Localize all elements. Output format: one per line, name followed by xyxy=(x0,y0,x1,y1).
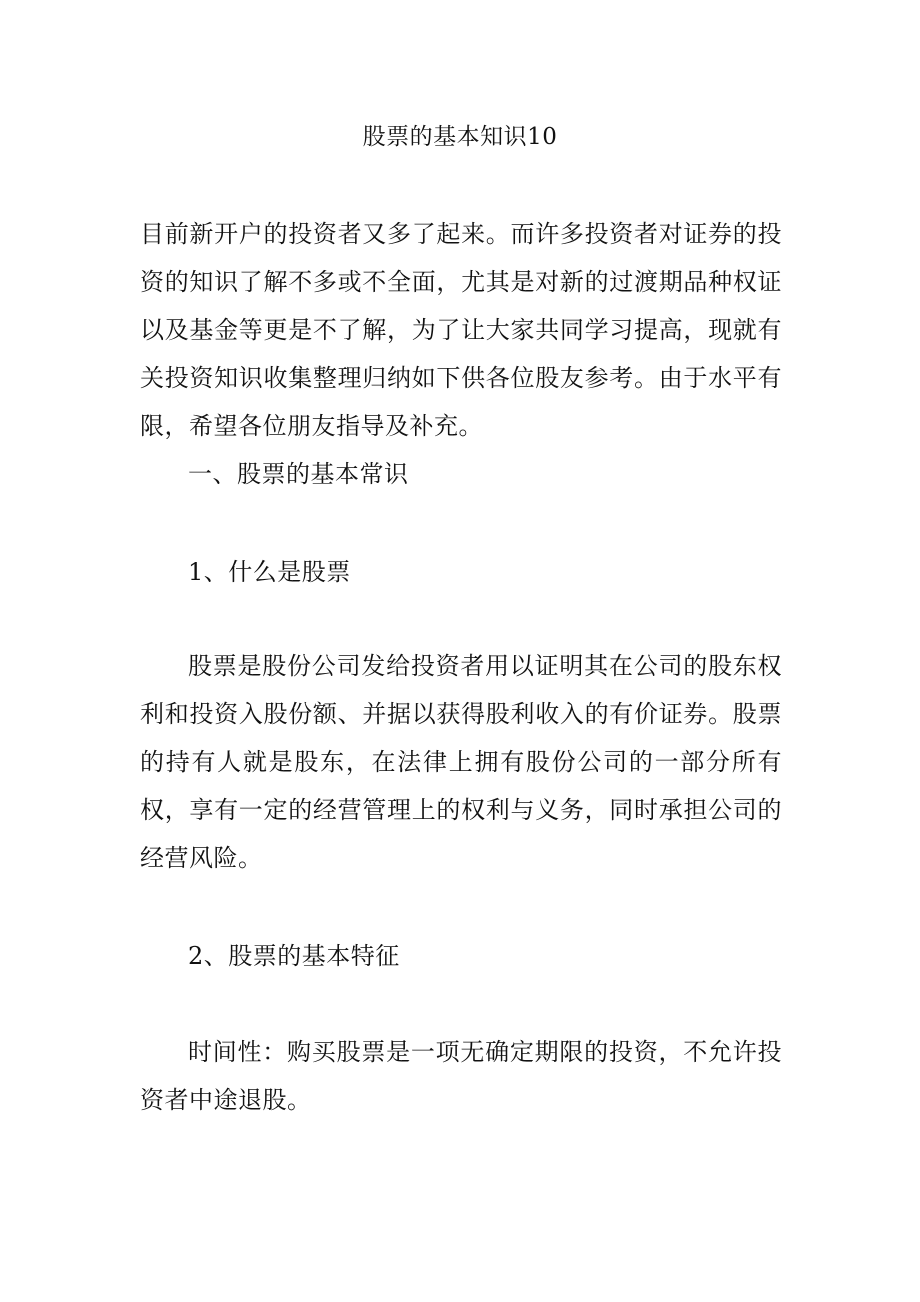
intro-paragraph: 目前新开户的投资者又多了起来。而许多投资者对证券的投资的知识了解不多或不全面，尤其是对新的过渡期品种权证以及基金等更是不了解，为了让大家共同学习提高，现就有关投资知识收集整理归纳如下供各位股友参考。由于水平有限，希望各位朋友指导及补充。 xyxy=(140,220,782,440)
timeliness-paragraph: 时间性：购买股票是一项无确定期限的投资，不允许投资者中途退股。 xyxy=(140,1038,782,1114)
subsection-heading-stock-features: 2、股票的基本特征 xyxy=(188,942,400,970)
section-heading: 一、股票的基本常识 xyxy=(188,460,409,488)
subsection-heading-what-is-stock: 1、什么是股票 xyxy=(188,558,351,586)
document-title: 股票的基本知识10 xyxy=(362,124,558,150)
stock-definition-paragraph: 股票是股份公司发给投资者用以证明其在公司的股东权利和投资入股份额、并据以获得股利收入的有价证券。股票的持有人就是股东，在法律上拥有股份公司的一部分所有权，享有一定的经营管理上的权利与义务，同时承担公司的经营风险。 xyxy=(140,652,782,872)
